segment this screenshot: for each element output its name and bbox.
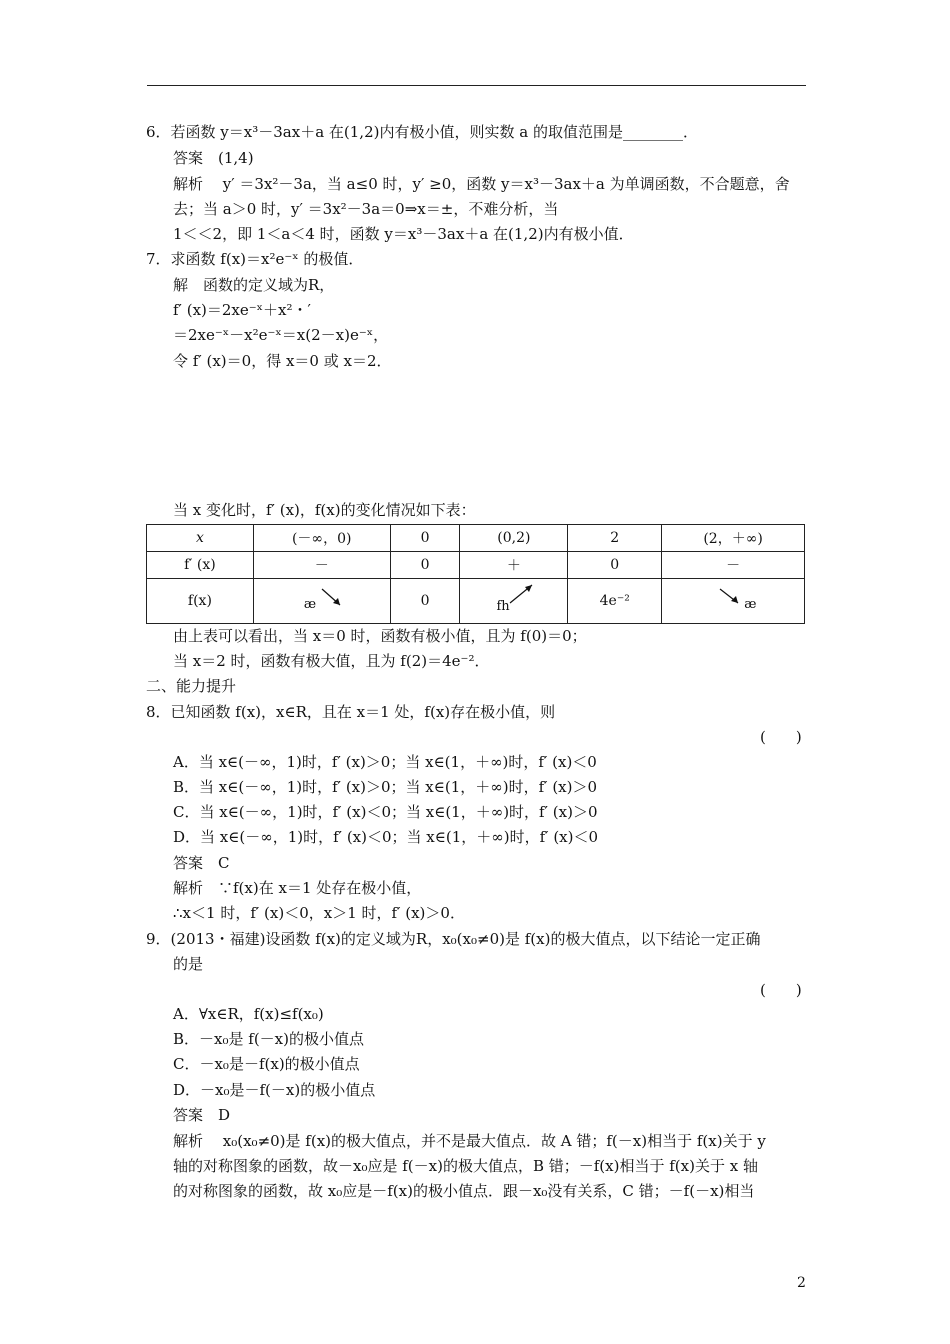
table-cell: x bbox=[147, 525, 254, 552]
q7-solution-1: 解 函数的定义域为R， bbox=[173, 276, 335, 294]
q7-conclusion-2: 当 x＝2 时，函数有极大值，且为 f(2)＝4e⁻²． bbox=[173, 652, 490, 670]
q9-explanation-3: 的对称图象的函数，故 x₀应是－f(x)的极小值点．跟－x₀没有关系，C 错；－f(－x)相当 bbox=[173, 1182, 755, 1200]
variation-table bbox=[146, 524, 805, 624]
q8-option-b: B．当 x∈(－∞，1)时，f′ (x)＞0；当 x∈(1，＋∞)时，f′ (x)＞0 bbox=[173, 778, 598, 796]
increasing-arrow-cell bbox=[460, 579, 568, 624]
q8-answer: 答案 C bbox=[173, 854, 230, 872]
q8-answer-paren: ( ) bbox=[760, 728, 802, 746]
page-number: 2 bbox=[797, 1275, 806, 1291]
arrow-down-right-icon bbox=[254, 579, 391, 623]
table-cell: 2 bbox=[568, 525, 662, 552]
table-cell: － bbox=[662, 552, 805, 579]
q8-explanation-1: 解析 ∵f(x)在 x＝1 处存在极小值， bbox=[173, 879, 422, 897]
glyph-ae: æ bbox=[303, 597, 317, 612]
decreasing-arrow-cell bbox=[662, 579, 805, 624]
table-cell: 0 bbox=[568, 552, 662, 579]
table-cell: 4e⁻² bbox=[568, 579, 662, 624]
q8-explanation-2: ∴x＜1 时，f′ (x)＜0，x＞1 时，f′ (x)＞0． bbox=[173, 904, 465, 922]
table-row-header bbox=[147, 525, 805, 552]
table-cell: － bbox=[253, 552, 390, 579]
q9-stem-1: 9．(2013・福建)设函数 f(x)的定义域为R，x₀(x₀≠0)是 f(x)的极大值点，以下结论一定正确 bbox=[146, 930, 761, 948]
table-cell: (2，＋∞) bbox=[662, 525, 805, 552]
q9-answer-paren: ( ) bbox=[760, 981, 802, 999]
table-cell: f(x) bbox=[147, 579, 254, 624]
table-row-f bbox=[147, 579, 805, 624]
q7-stem: 7．求函数 f(x)＝x²e⁻ˣ 的极值． bbox=[146, 250, 364, 268]
q9-stem-2: 的是 bbox=[173, 955, 204, 973]
decreasing-arrow-cell bbox=[253, 579, 390, 624]
q8-option-c: C．当 x∈(－∞，1)时，f′ (x)＜0；当 x∈(1，＋∞)时，f′ (x)＞0 bbox=[173, 803, 598, 821]
table-cell: f′ (x) bbox=[147, 552, 254, 579]
q7-solution-3: ＝2xe⁻ˣ－x²e⁻ˣ＝x(2－x)e⁻ˣ， bbox=[173, 326, 389, 344]
q9-explanation-1: 解析 x₀(x₀≠0)是 f(x)的极大值点，并不是最大值点．故 A 错；f(－x)相当于 f(x)关于 y bbox=[173, 1132, 766, 1150]
glyph-ae: æ bbox=[744, 597, 757, 612]
table-cell: 0 bbox=[390, 552, 460, 579]
arrow-down-right-icon bbox=[662, 579, 805, 623]
table-cell: 0 bbox=[390, 525, 460, 552]
q9-answer: 答案 D bbox=[173, 1106, 231, 1124]
table-cell: (－∞，0) bbox=[253, 525, 390, 552]
table-cell: 0 bbox=[390, 579, 460, 624]
q6-explanation-3: 1＜＜2，即 1＜a＜4 时，函数 y＝x³－3ax＋a 在(1,2)内有极小值． bbox=[173, 225, 634, 243]
q6-answer: 答案 (1,4) bbox=[173, 149, 254, 167]
header-rule bbox=[147, 85, 806, 86]
q8-option-d: D．当 x∈(－∞，1)时，f′ (x)＜0；当 x∈(1，＋∞)时，f′ (x)＜0 bbox=[173, 828, 599, 846]
glyph-fh: fh bbox=[496, 599, 510, 614]
q8-option-a: A．当 x∈(－∞，1)时，f′ (x)＞0；当 x∈(1，＋∞)时，f′ (x)＜0 bbox=[173, 753, 597, 771]
q7-solution-4: 令 f′ (x)＝0，得 x＝0 或 x＝2． bbox=[173, 352, 392, 370]
q6-stem: 6．若函数 y＝x³－3ax＋a 在(1,2)内有极小值，则实数 a 的取值范围是________． bbox=[146, 123, 698, 141]
q9-option-d: D．－x₀是－f(－x)的极小值点 bbox=[173, 1081, 376, 1099]
q9-option-b: B．－x₀是 f(－x)的极小值点 bbox=[173, 1030, 364, 1048]
q6-explanation-2: 去；当 a＞0 时，y′ ＝3x²－3a＝0⇒x＝±，不难分析，当 bbox=[173, 200, 559, 218]
arrow-up-right-icon bbox=[460, 579, 568, 623]
q8-stem: 8．已知函数 f(x)，x∈R，且在 x＝1 处，f(x)存在极小值，则 bbox=[146, 703, 556, 721]
q9-option-c: C．－x₀是－f(x)的极小值点 bbox=[173, 1055, 360, 1073]
q7-solution-2: f′ (x)＝2xe⁻ˣ＋x²・′ bbox=[173, 301, 311, 319]
q7-conclusion-1: 由上表可以看出，当 x＝0 时，函数有极小值，且为 f(0)＝0； bbox=[173, 627, 587, 645]
table-cell: ＋ bbox=[460, 552, 568, 579]
table-cell: (0,2) bbox=[460, 525, 568, 552]
section-heading: 二、能力提升 bbox=[146, 677, 237, 695]
q9-option-a: A．∀x∈R，f(x)≤f(x₀) bbox=[173, 1005, 324, 1023]
q7-table-intro: 当 x 变化时，f′ (x)，f(x)的变化情况如下表： bbox=[173, 501, 476, 519]
q9-explanation-2: 轴的对称图象的函数，故－x₀应是 f(－x)的极大值点，B 错；－f(x)相当于 f(x)关于 x 轴 bbox=[173, 1157, 758, 1175]
q6-explanation-1: 解析 y′ ＝3x²－3a，当 a≤0 时，y′ ≥0，函数 y＝x³－3ax＋a 为单调函数，不合题意，舍 bbox=[173, 175, 790, 193]
table-row-fprime bbox=[147, 552, 805, 579]
